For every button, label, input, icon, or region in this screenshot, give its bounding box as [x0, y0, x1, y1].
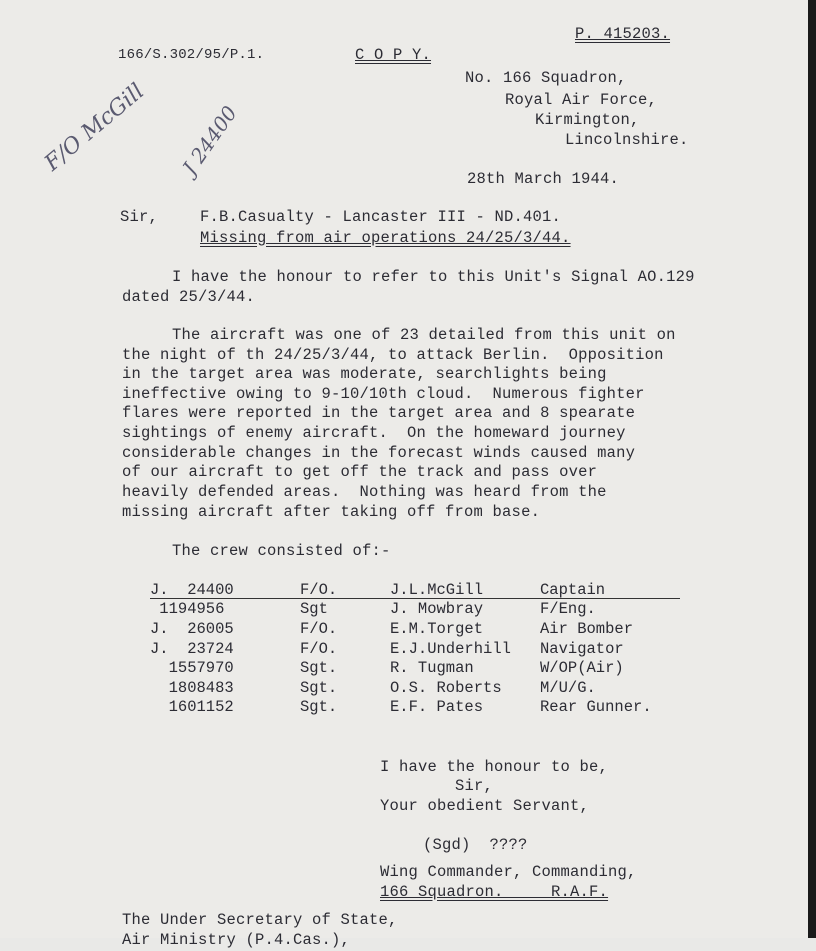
address-line: Kirmington, [535, 111, 640, 129]
rank: F/O. [300, 639, 338, 658]
table-row [150, 639, 652, 659]
closing-line: Your obedient Servant, [380, 797, 590, 815]
addressee-line: Air Ministry (P.4.Cas.), [122, 931, 351, 949]
table-row [150, 619, 652, 639]
paragraph-line: dated 25/3/44. [122, 288, 256, 306]
crew-name: J.L.McGill [390, 580, 484, 599]
table-row [150, 658, 652, 678]
service-number: J. 26005 [150, 619, 234, 638]
service-number: 1194956 [150, 600, 225, 619]
signatory-unit: 166 Squadron. R.A.F. [380, 883, 609, 901]
crew-role: Captain [540, 580, 606, 599]
crew-role: Rear Gunner. [540, 698, 652, 717]
paragraph-line: in the target area was moderate, searchlights being [122, 365, 607, 383]
table-row [150, 698, 652, 718]
paragraph-line: sightings of enemy aircraft. On the homeward journey [122, 424, 626, 442]
crew-role: M/U/G. [540, 678, 596, 697]
handwritten-annotation-number: J 24400 [177, 101, 242, 180]
page-edge [808, 0, 816, 938]
subject-line: Missing from air operations 24/25/3/44. [200, 229, 571, 247]
salutation: Sir, [120, 208, 159, 226]
addressee-line: The Under Secretary of State, [122, 911, 398, 929]
crew-name: E.J.Underhill [390, 639, 511, 658]
paragraph-line: flares were reported in the target area and 8 spearate [122, 404, 636, 422]
crew-name: R. Tugman [390, 659, 474, 678]
closing-line: Sir, [455, 777, 494, 795]
service-number: J. 24400 [150, 580, 234, 599]
rank: Sgt. [300, 659, 338, 678]
copy-label: C O P Y. [355, 46, 432, 64]
closing-line: I have the honour to be, [380, 758, 609, 776]
rank: Sgt [300, 600, 328, 619]
handwritten-annotation: F/O McGill [40, 79, 150, 177]
crew-name: E.M.Torget [390, 619, 484, 638]
rank: F/O. [300, 619, 338, 638]
address-line: Lincolnshire. [565, 131, 689, 149]
paragraph-line: the night of th 24/25/3/44, to attack Berlin. Opposition [122, 346, 664, 364]
service-number: 1601152 [150, 698, 234, 717]
crew-name: J. Mowbray [390, 600, 484, 619]
crew-intro: The crew consisted of:- [172, 542, 391, 560]
service-number: 1557970 [150, 659, 234, 678]
service-number: 1808483 [150, 678, 234, 697]
letter-date: 28th March 1944. [467, 170, 620, 188]
crew-name: O.S. Roberts [390, 678, 502, 697]
paragraph-line: ineffective owing to 9-10/10th cloud. Numerous fighter [122, 385, 645, 403]
signature: (Sgd) ???? [423, 836, 528, 854]
file-reference: 166/S.302/95/P.1. [118, 47, 265, 63]
paragraph-line: The aircraft was one of 23 detailed from this unit on [172, 326, 676, 344]
rank: Sgt. [300, 698, 338, 717]
table-row [150, 678, 652, 698]
service-number: J. 23724 [150, 639, 234, 658]
table-row [150, 580, 652, 600]
crew-role: Air Bomber [540, 619, 634, 638]
paragraph-line: I have the honour to refer to this Unit's Signal AO.129 [172, 268, 695, 286]
subject-line: F.B.Casualty - Lancaster III - ND.401. [200, 208, 562, 226]
paragraph-line: heavily defended areas. Nothing was heard from the [122, 483, 607, 501]
rank: Sgt. [300, 678, 338, 697]
page-reference: P. 415203. [575, 25, 671, 43]
paragraph-line: missing aircraft after taking off from base. [122, 503, 541, 521]
crew-role: Navigator [540, 639, 624, 658]
rank: F/O. [300, 580, 338, 599]
address-line: No. 166 Squadron, [465, 69, 627, 87]
crew-role: W/OP(Air) [540, 659, 624, 678]
crew-name: E.F. Pates [390, 698, 484, 717]
address-line: Royal Air Force, [505, 91, 658, 109]
table-row [150, 600, 652, 620]
paragraph-line: considerable changes in the forecast winds caused many [122, 444, 636, 462]
crew-table [150, 580, 652, 717]
paragraph-line: of our aircraft to get off the track and pass over [122, 463, 598, 481]
crew-role: F/Eng. [540, 600, 596, 619]
signatory-title: Wing Commander, Commanding, [380, 863, 637, 881]
